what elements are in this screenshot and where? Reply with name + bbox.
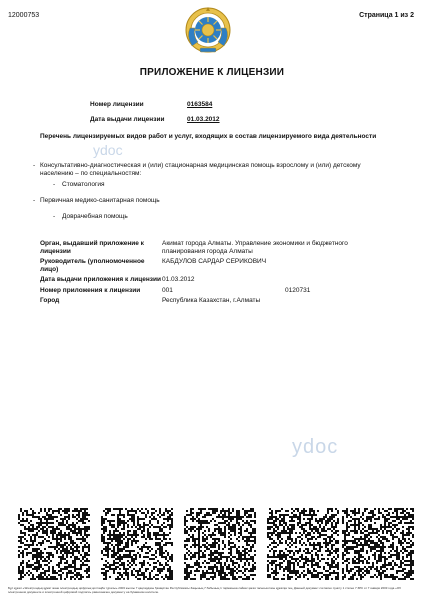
activity-bullet: - (33, 197, 36, 204)
license-number-value: 0163584 (187, 101, 213, 108)
qr-code (101, 508, 173, 580)
watermark: ydoc (93, 142, 123, 158)
appendix-number-secondary: 0120731 (285, 286, 311, 294)
organ-label: Орган, выдавший приложение к лицензии (40, 240, 144, 255)
qr-code (18, 508, 90, 580)
appendix-number-label: Номер приложения к лицензии (40, 286, 141, 294)
issue-date-label: Дата выдачи приложения к лицензии (40, 276, 161, 283)
activity-subitem: Стоматология (62, 181, 105, 188)
issue-date-value: 01.03.2012 (162, 276, 195, 283)
table-row (40, 276, 380, 287)
table-row (40, 287, 380, 298)
sub-bullet: - (53, 181, 56, 188)
organ-value: Акимат города Алматы. Управление экономики и бюджетного планирования города Алматы (162, 240, 348, 255)
head-value: КАБДУЛОВ САРДАР СЕРИКОВИЧ (162, 258, 267, 265)
license-number-label: Номер лицензии (90, 101, 144, 108)
table-row (40, 240, 380, 258)
sub-bullet: - (53, 213, 56, 220)
activity-subitem: Доврачебная помощь (62, 213, 128, 220)
document-number: 12000753 (8, 12, 40, 19)
legal-footer: Бұл құжат «Электрондық құжат және электрондық цифрлық қолтаңба туралы» 2003 жылғы 7 қаңтардағы Қазақстан Республикасы Заңының 7 бабының 1 тармағына сәйкес қағаз тасығыштағы құжатқа тең. Данный документ согласно пункту 1 статьи 7 ЗРК от 7 января 2003 года «Об электронном документе и электронной цифровой подписи» равнозначен документу на бумажном носителе. (8, 586, 401, 594)
state-emblem-icon (184, 6, 232, 54)
activity-bullet: - (33, 162, 36, 169)
activity-item: Консультативно-диагностическая и (или) стационарная медицинская помощь взрослому и (или) детскому населению – по специальностям: (40, 162, 361, 177)
page-title: ПРИЛОЖЕНИЕ К ЛИЦЕНЗИИ (139, 67, 285, 78)
table-row (40, 258, 380, 276)
qr-code (184, 508, 256, 580)
city-value: Республика Казахстан, г.Алматы (162, 297, 261, 304)
activities-intro: Перечень лицензируемых видов работ и услуг, входящих в состав лицензируемого вида деятельности (40, 133, 377, 140)
activity-item: Первичная медико-санитарная помощь (40, 197, 160, 204)
license-date-label: Дата выдачи лицензии (90, 116, 165, 123)
license-date-value: 01.03.2012 (187, 116, 220, 123)
license-info-table (40, 240, 380, 308)
head-label: Руководитель (уполномоченное лицо) (40, 258, 145, 273)
table-row (40, 297, 380, 308)
watermark: ydoc (292, 436, 339, 458)
qr-code (342, 508, 414, 580)
qr-code (267, 508, 339, 580)
appendix-number-value: 001 (162, 286, 173, 294)
page-indicator: Страница 1 из 2 (359, 12, 414, 19)
city-label: Город (40, 297, 60, 304)
